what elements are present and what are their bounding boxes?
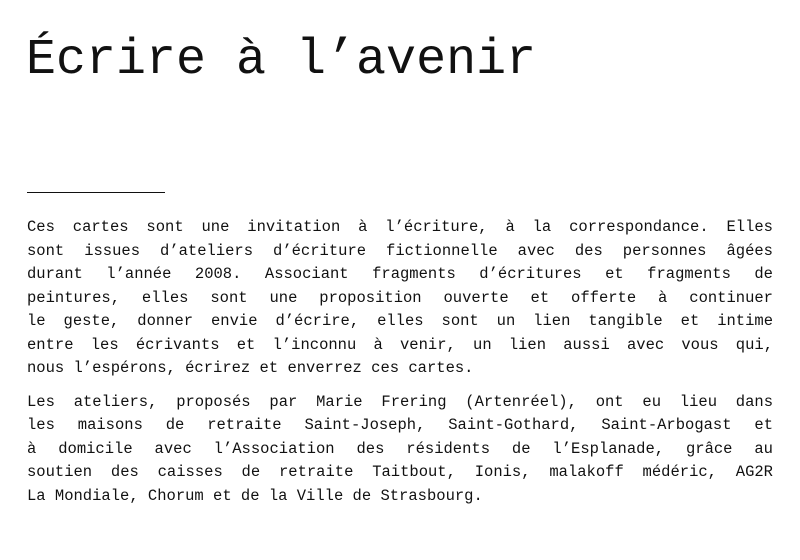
text-line: soutien des caisses de retraite Taitbout, Ionis, malakoff médéric, AG2R <box>27 463 773 481</box>
page-title: Écrire à l’avenir <box>26 32 537 89</box>
text-line: à domicile avec l’Association des résidents de l’Esplanade, grâce au <box>27 439 773 458</box>
text-line: le geste, donner envie d’écrire, elles sont un lien tangible et intime <box>27 312 773 330</box>
paragraph-intro <box>27 216 773 381</box>
text-line: peintures, elles sont une proposition ouverte et offerte à continuer <box>27 288 773 307</box>
text-line: nous l’espérons, écrirez et enverrez ces cartes. <box>27 359 474 377</box>
text-line: durant l’année 2008. Associant fragments d’écritures et fragments de <box>27 265 773 283</box>
title-divider <box>27 192 165 193</box>
text-line: sont issues d’ateliers d’écriture fictionnelle avec des personnes âgées <box>27 241 773 260</box>
paragraph-credits <box>27 391 773 509</box>
text-line: La Mondiale, Chorum et de la Ville de Strasbourg. <box>27 486 483 505</box>
text-line: entre les écrivants et l’inconnu à venir, un lien aussi avec vous qui, <box>27 335 773 354</box>
text-line: Les ateliers, proposés par Marie Frering (Artenréel), ont eu lieu dans <box>27 392 773 411</box>
text-line: Ces cartes sont une invitation à l’écriture, à la correspondance. Elles <box>27 218 773 236</box>
body-text <box>27 216 773 518</box>
text-line: les maisons de retraite Saint-Joseph, Saint-Gothard, Saint-Arbogast et <box>27 416 773 434</box>
